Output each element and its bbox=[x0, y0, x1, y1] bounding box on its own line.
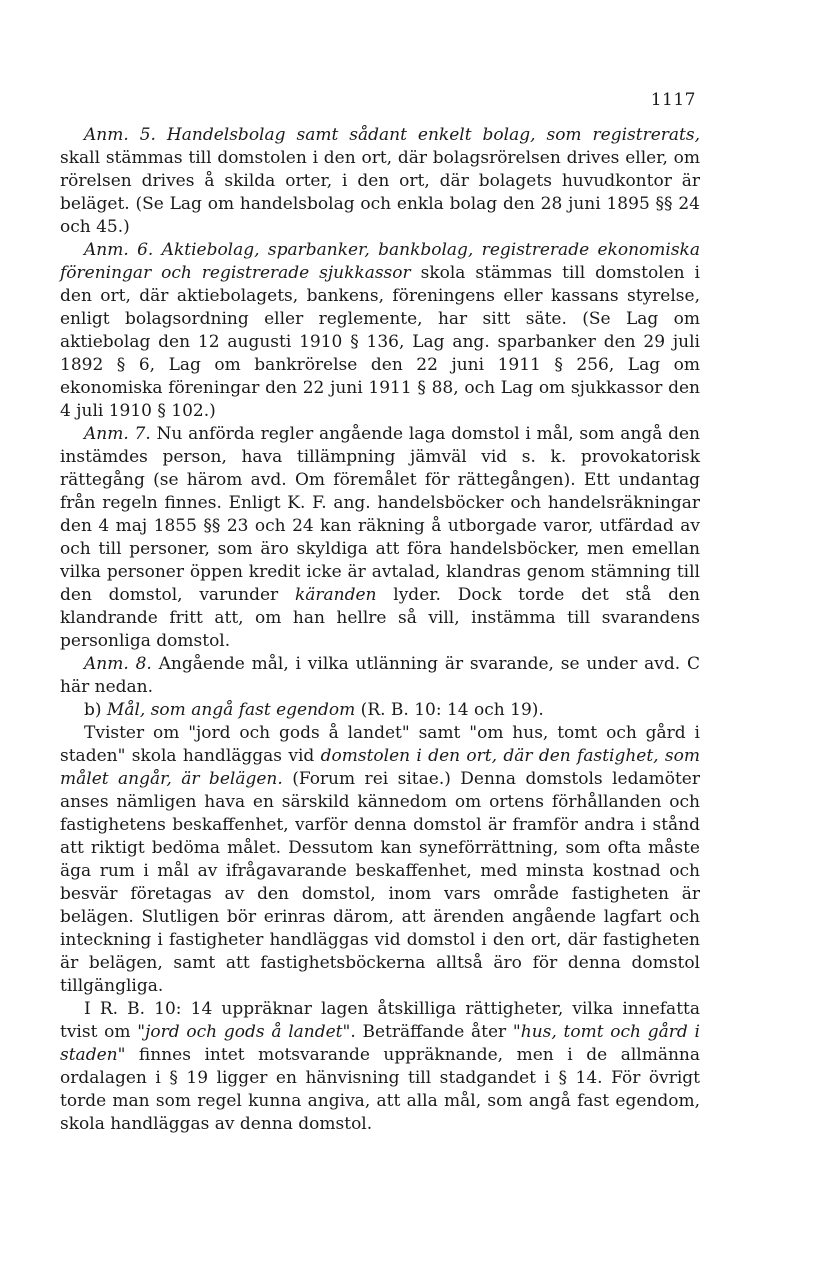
paragraph-text: skall stämmas till domstolen i den ort, där bolagsrörelsen drives eller, om rörelsen drives å skilda orter, i den ort, där bolagets huvudkontor är beläget. (Se Lag om handelsbolag och enkla bolag den 28 juni 1895 §§ 24 och 45.) bbox=[60, 148, 700, 237]
paragraph-lead: Anm. 7. bbox=[84, 424, 151, 444]
section-heading-b bbox=[60, 699, 700, 722]
paragraph-anm-6 bbox=[60, 239, 700, 423]
paragraph-text: lyder. Dock torde det stå den klandrande fritt att, om han hellre så vill, instämma till svarandens personliga domstol. bbox=[60, 585, 700, 651]
paragraph-forum-rei-sitae bbox=[60, 722, 700, 998]
paragraph-anm-5 bbox=[60, 124, 700, 239]
section-prefix: b) bbox=[84, 700, 107, 720]
paragraph-text: I R. B. 10: 14 uppräknar lagen åtskilliga rättigheter, vilka innefatta tvist om bbox=[60, 999, 700, 1042]
emphasis-text: domstolen i den ort, där den fastighet, som målet angår, är belägen. bbox=[60, 746, 700, 789]
paragraph-text: (Forum rei sitae.) Denna domstols ledamöter anses nämligen hava en särskild kännedom om ortens förhållanden och fastighetens beskaffenhet, varför denna domstol är framför andra i stånd att riktigt bedöma målet. Dessutom kan syneförrättning, som ofta måste äga rum i mål av ifrågavarande beskaffenhet, med minsta kostnad och besvär företagas av den domstol, inom vars område fastigheten är belägen. Slutligen bör erinras därom, att ärenden angående lagfart och inteckning i fastigheter handläggas vid domstol i den ort, där fastigheten är belägen, samt att fastighetsböckerna alltså äro för denna domstol tillgängliga. bbox=[60, 769, 700, 996]
paragraph-lead: Anm. 8. bbox=[84, 654, 152, 674]
paragraph-text: Tvister om "jord och gods å landet" samt "om hus, tomt och gård i staden" skola handläggas vid bbox=[60, 723, 700, 766]
paragraph-text: finnes intet motsvarande uppräknande, men i de allmänna ordalagen i § 19 ligger en hänvisning till stadgandet i § 14. För övrigt torde man som regel kunna angiva, att alla mål, som angå fast egendom, skola handläggas av denna domstol. bbox=[60, 1045, 700, 1134]
paragraph-text: Angående mål, i vilka utlänning är svarande, se under avd. C här nedan. bbox=[60, 654, 701, 697]
paragraph-text: skola stämmas till domstolen i den ort, där aktiebolagets, bankens, föreningens eller kassans styrelse, enligt bolagsordning eller reglemente, har sitt säte. (Se Lag om aktiebolag den 12 augusti 1910 § 136, Lag ang. sparbanker den 29 juli 1892 § 6, Lag om bankrörelse den 22 juni 1911 § 256, Lag om ekonomiska föreningar den 22 juni 1911 § 88, och Lag om sjukkassor den 4 juli 1910 § 102.) bbox=[60, 263, 700, 421]
paragraph-anm-8 bbox=[60, 653, 700, 699]
emphasis-text: käranden bbox=[294, 585, 377, 605]
emphasis-text: "jord och gods å landet" bbox=[137, 1022, 351, 1042]
emphasis-text: "hus, tomt och gård i staden" bbox=[60, 1022, 700, 1065]
paragraph-lead: Anm. 5. Handelsbolag samt sådant enkelt bolag, som registrerats, bbox=[84, 125, 700, 145]
section-title: Mål, som angå fast egendom bbox=[106, 700, 356, 720]
paragraph-lead: Anm. 6. Aktiebolag, sparbanker, bankbolag, registrerade ekonomiska föreningar och registrerade sjukkassor bbox=[60, 240, 700, 283]
paragraph-rb-10-14 bbox=[60, 998, 700, 1136]
page-number: 1117 bbox=[650, 90, 696, 110]
paragraph-anm-7 bbox=[60, 423, 700, 653]
paragraph-text: Nu anförda regler angående laga domstol i mål, som angå den instämdes person, hava tillämpning jämväl vid s. k. provokatorisk rättegång (se härom avd. Om föremålet för rättegången). Ett undantag från regeln finnes. Enligt K. F. ang. handelsböcker och handelsräkningar den 4 maj 1855 §§ 23 och 24 kan räkning å utborgade varor, utfärdad av och till personer, som äro skyldiga att föra handelsböcker, men emellan vilka personer öppen kredit icke är avtalad, klandras genom stämning till den domstol, varunder bbox=[60, 424, 701, 605]
section-reference: (R. B. 10: 14 och 19). bbox=[355, 700, 544, 720]
paragraph-text: . Beträffande åter bbox=[350, 1022, 513, 1042]
body-text bbox=[60, 124, 700, 1136]
